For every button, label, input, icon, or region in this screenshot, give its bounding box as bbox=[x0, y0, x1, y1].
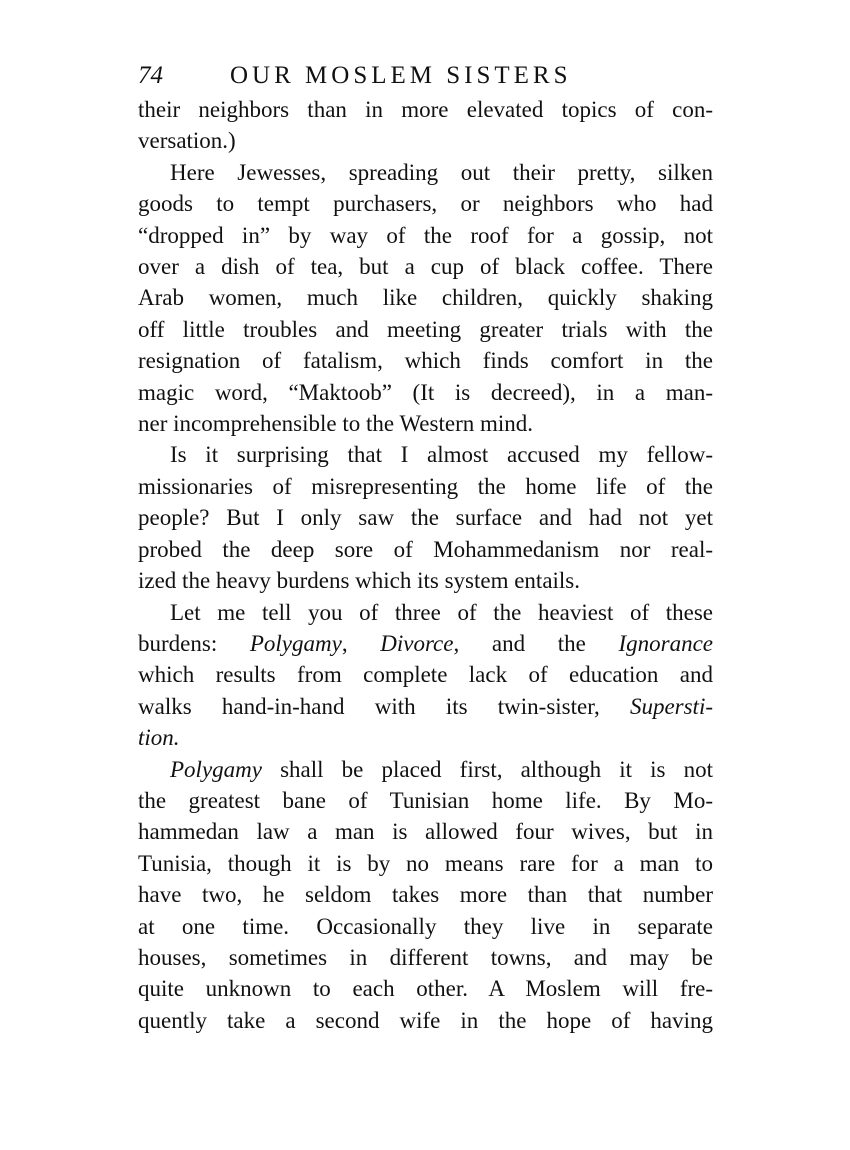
text-line: hammedan law a man is allowed four wives, but in bbox=[138, 819, 713, 845]
text-line: their neighbors than in more elevated topics of con- bbox=[138, 97, 713, 122]
text-line: Polygamy shall be placed first, although it is not bbox=[170, 756, 713, 782]
text-line: Here Jewesses, spreading out their pretty, silken bbox=[170, 159, 713, 185]
text-line: quite unknown to each other. A Moslem will fre- bbox=[138, 976, 713, 1002]
text-line: probed the deep sore of Mohammedanism nor real- bbox=[138, 536, 713, 562]
text-line: the greatest bane of Tunisian home life. By Mo- bbox=[138, 787, 713, 813]
paragraph bbox=[138, 597, 713, 754]
text-line: over a dish of tea, but a cup of black coffee. There bbox=[138, 254, 713, 280]
paragraph bbox=[138, 754, 713, 1037]
text-line: walks hand-in-hand with its twin-sister, Supersti- bbox=[138, 693, 713, 719]
text-line: have two, he seldom takes more than that number bbox=[138, 882, 713, 908]
text-line: at one time. Occasionally they live in separate bbox=[138, 913, 713, 939]
text-line: “dropped in” by way of the roof for a gossip, not bbox=[138, 222, 713, 248]
text-line: Tunisia, though it is by no means rare for a man to bbox=[138, 850, 713, 876]
text-line: people? But I only saw the surface and had not yet bbox=[138, 505, 713, 531]
text-line: which results from complete lack of education and bbox=[138, 662, 713, 688]
body-text bbox=[138, 94, 713, 1036]
page-number: 74 bbox=[138, 62, 163, 89]
text-line: Let me tell you of three of the heaviest of these bbox=[170, 599, 713, 625]
text-line: magic word, “Maktoob” (It is decreed), in a man- bbox=[138, 379, 713, 405]
paragraph bbox=[138, 94, 713, 157]
text-line: Arab women, much like children, quickly shaking bbox=[138, 285, 713, 311]
text-line: goods to tempt purchasers, or neighbors who had bbox=[138, 191, 713, 217]
text-line: quently take a second wife in the hope of having bbox=[138, 1007, 713, 1033]
running-head bbox=[138, 58, 713, 94]
text-line: burdens: Polygamy, Divorce, and the Ignorance bbox=[138, 630, 713, 656]
text-line: resignation of fatalism, which finds comfort in the bbox=[138, 348, 713, 374]
text-line: Is it surprising that I almost accused my fellow- bbox=[170, 442, 713, 468]
text-line: ized the heavy burdens which its system entails. bbox=[138, 568, 581, 594]
text-line: tion. bbox=[138, 725, 180, 751]
book-title: OUR MOSLEM SISTERS bbox=[230, 62, 572, 89]
book-page bbox=[138, 58, 713, 1036]
text-line: off little troubles and meeting greater trials with the bbox=[138, 316, 713, 342]
text-line: versation.) bbox=[138, 128, 236, 154]
text-line: houses, sometimes in different towns, and may be bbox=[138, 944, 713, 970]
paragraph bbox=[138, 439, 713, 596]
text-line: missionaries of misrepresenting the home life of the bbox=[138, 473, 713, 499]
paragraph bbox=[138, 157, 713, 440]
text-line: ner incomprehensible to the Western mind. bbox=[138, 411, 534, 437]
